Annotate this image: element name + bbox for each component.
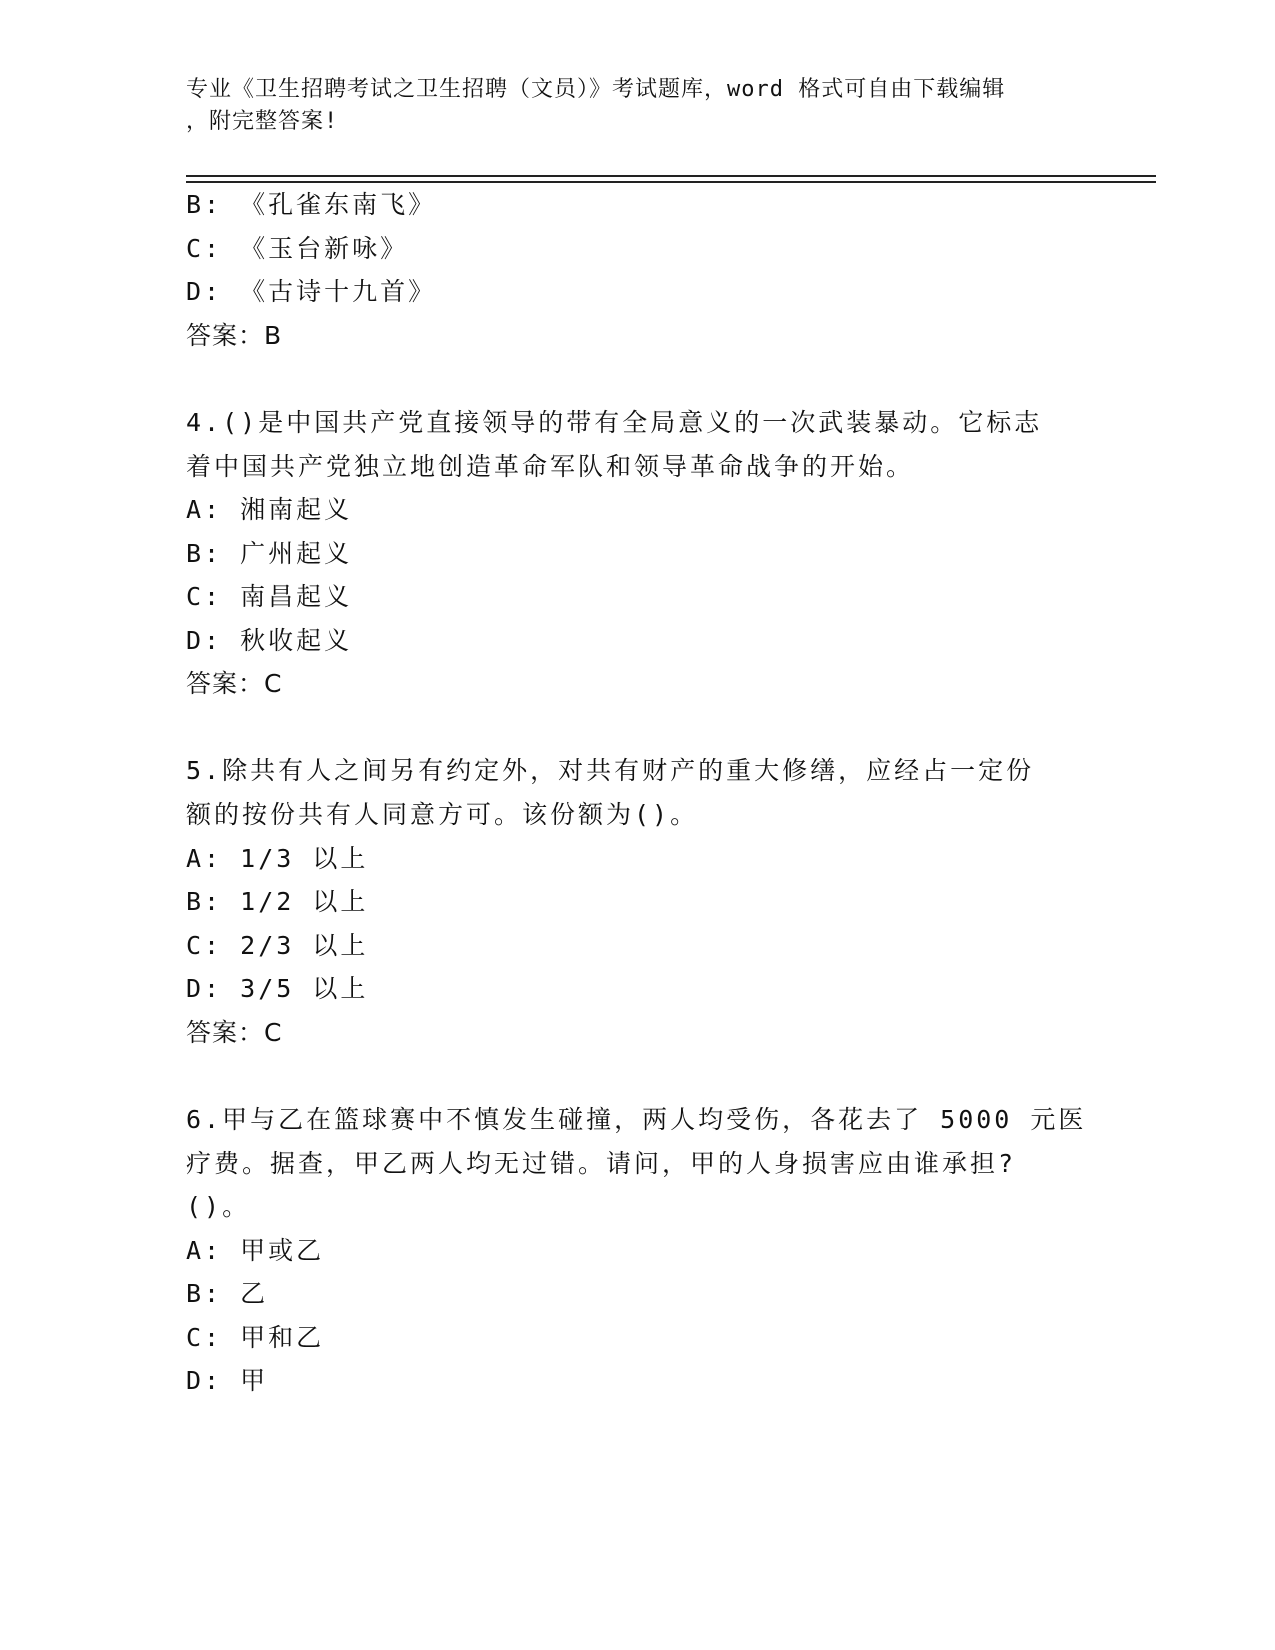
- q6-option-a: A: 甲或乙: [186, 1236, 325, 1265]
- header-divider-top: [186, 175, 1156, 177]
- q3-answer: 答案：B: [186, 321, 283, 350]
- q6-stem-line-2: 疗费。据查，甲乙两人均无过错。请问，甲的人身损害应由谁承担?: [186, 1149, 1017, 1178]
- q4-answer: 答案：C: [186, 669, 283, 698]
- q3-option-d: D: 《古诗十九首》: [186, 277, 437, 306]
- q5-option-d: D: 3/5 以上: [186, 974, 369, 1003]
- q4-option-a: A: 湘南起义: [186, 495, 353, 524]
- q5-stem-line-1: 5.除共有人之间另有约定外，对共有财产的重大修缮，应经占一定份: [186, 756, 1035, 785]
- header-divider-bottom: [186, 181, 1156, 183]
- q3-option-b: B: 《孔雀东南飞》: [186, 190, 437, 219]
- q5-option-c: C: 2/3 以上: [186, 931, 369, 960]
- q5-answer: 答案：C: [186, 1018, 283, 1047]
- document-header: [186, 74, 1086, 138]
- q5-option-a: A: 1/3 以上: [186, 844, 369, 873]
- q4-option-b: B: 广州起义: [186, 539, 353, 568]
- q3-option-c: C: 《玉台新咏》: [186, 234, 409, 263]
- q6-option-b: B: 乙: [186, 1279, 269, 1308]
- q6-stem-line-3: ()。: [186, 1192, 251, 1221]
- q6-option-c: C: 甲和乙: [186, 1323, 325, 1352]
- q4-stem-line-1: 4.()是中国共产党直接领导的带有全局意义的一次武装暴动。它标志: [186, 408, 1043, 437]
- q6-stem-line-1: 6.甲与乙在篮球赛中不慎发生碰撞，两人均受伤，各花去了 5000 元医: [186, 1105, 1087, 1134]
- q4-option-d: D: 秋收起义: [186, 626, 353, 655]
- q4-option-c: C: 南昌起义: [186, 582, 353, 611]
- q5-option-b: B: 1/2 以上: [186, 887, 369, 916]
- q6-option-d: D: 甲: [186, 1366, 269, 1395]
- q5-stem-line-2: 额的按份共有人同意方可。该份额为()。: [186, 800, 699, 829]
- q4-stem-line-2: 着中国共产党独立地创造革命军队和领导革命战争的开始。: [186, 452, 915, 481]
- header-line-1: 专业《卫生招聘考试之卫生招聘（文员）》考试题库，word 格式可自由下载编辑: [186, 77, 1006, 102]
- header-line-2: ，附完整答案!: [186, 109, 339, 134]
